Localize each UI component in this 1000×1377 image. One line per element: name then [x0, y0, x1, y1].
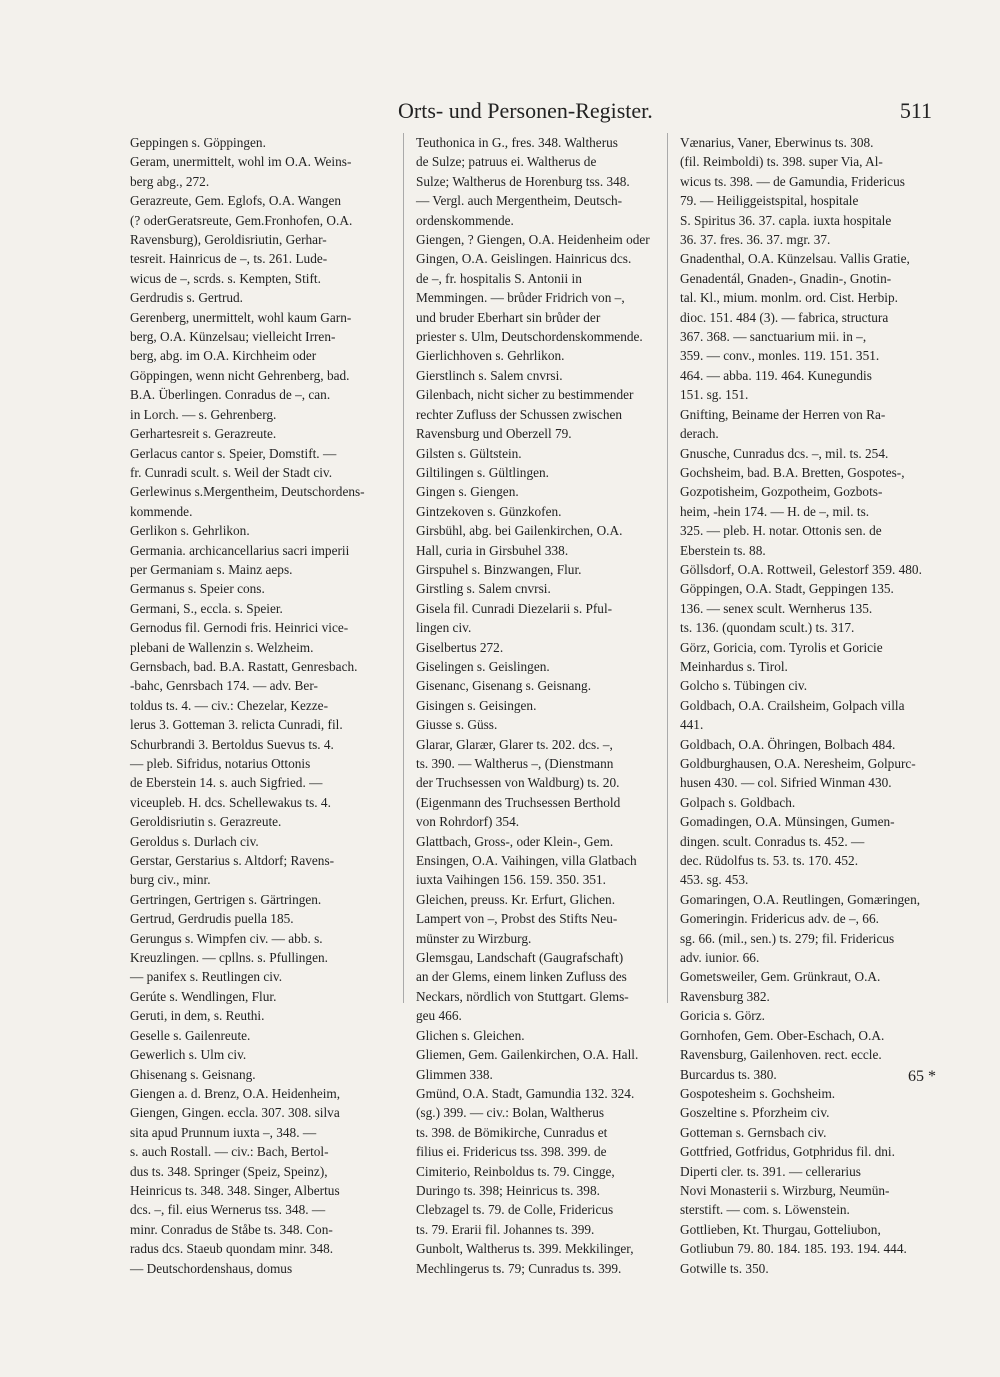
register-line: Goszeltine s. Pforzheim civ.	[680, 1105, 830, 1121]
register-line: Vænarius, Vaner, Eberwinus ts. 308.	[680, 135, 874, 150]
register-line: Gometsweiler, Gem. Grünkraut, O.A.	[680, 969, 881, 985]
register-line: Neckars, nördlich von Stuttgart. Glems-	[416, 988, 629, 1004]
register-line: Gierstlinch s. Salem cnvrsi.	[416, 367, 563, 383]
register-line: Ghisenang s. Geisnang.	[130, 1066, 256, 1082]
register-line: plebani de Wallenzin s. Welzheim.	[130, 639, 314, 655]
register-line: Girsbühl, abg. bei Gailenkirchen, O.A.	[416, 523, 623, 539]
register-line: Hall, curia in Girsbuhel 338.	[416, 542, 569, 558]
register-line: Cimiterio, Reinboldus ts. 79. Cingge,	[416, 1163, 615, 1179]
register-line: Germania. archicancellarius sacri imperii	[130, 542, 350, 558]
register-line: Glichen s. Gleichen.	[416, 1027, 525, 1043]
register-line: kommende.	[130, 503, 193, 519]
register-line: 453. sg. 453.	[680, 872, 749, 888]
register-line: Gerungus s. Wimpfen civ. — abb. s.	[130, 930, 323, 946]
register-line: husen 430. — col. Sifried Winman 430.	[680, 775, 892, 791]
register-line: Gingen s. Giengen.	[416, 484, 519, 500]
register-line: Gertringen, Gertrigen s. Gärtringen.	[130, 891, 322, 907]
register-line: Gisingen s. Geisingen.	[416, 697, 537, 713]
register-line: Lampert von –, Probst des Stifts Neu-	[416, 911, 618, 927]
register-column-right	[680, 133, 932, 1278]
register-line: Giusse s. Güss.	[416, 717, 498, 733]
register-line: Glattbach, Gross-, oder Klein-, Gem.	[416, 833, 614, 849]
register-line: münster zu Wirzburg.	[416, 930, 532, 946]
register-line: Genadentál, Gnaden-, Gnadin-, Gnotin-	[680, 270, 892, 286]
register-line: de Eberstein 14. s. auch Sigfried. —	[130, 775, 323, 791]
register-line: Gerhartesreit s. Gerazreute.	[130, 426, 277, 442]
register-line: Gerlikon s. Gehrlikon.	[130, 523, 250, 539]
register-line: Meinhardus s. Tirol.	[680, 658, 788, 674]
register-line: Golpach s. Goldbach.	[680, 794, 796, 810]
column-divider	[667, 133, 668, 1003]
register-line: Gnifting, Beiname der Herren von Ra-	[680, 406, 886, 422]
register-line: rechter Zufluss der Schussen zwischen	[416, 406, 623, 422]
register-line: Gerenberg, unermittelt, wohl kaum Garn-	[130, 309, 352, 325]
register-line: sg. 66. (mil., sen.) ts. 279; fil. Fridericus	[680, 930, 895, 946]
register-line: heim, -hein 174. — H. de –, mil. ts.	[680, 503, 870, 519]
register-line: Geruti, in dem, s. Reuthi.	[130, 1008, 265, 1024]
register-line: Gliemen, Gem. Gailenkirchen, O.A. Hall.	[416, 1047, 639, 1063]
register-line: toldus ts. 4. — civ.: Chezelar, Kezze-	[130, 697, 328, 713]
register-line: viceupleb. H. dcs. Schellewakus ts. 4.	[130, 794, 331, 810]
register-line: ts. 390. — Waltherus –, (Dienstmann	[416, 756, 614, 771]
register-line: burg civ., minr.	[130, 872, 211, 888]
register-line: Glarar, Glarær, Glarer ts. 202. dcs. –,	[416, 736, 613, 752]
register-line: S. Spiritus 36. 37. capla. iuxta hospitale	[680, 212, 892, 228]
register-line: 79. — Heiliggeistspital, hospitale	[680, 193, 859, 209]
register-line: 36. 37. fres. 36. 37. mgr. 37.	[680, 232, 831, 248]
register-line: radus dcs. Staeub quondam minr. 348.	[130, 1241, 334, 1257]
register-line: Gewerlich s. Ulm civ.	[130, 1047, 247, 1063]
register-line: B.A. Überlingen. Conradus de –, can.	[130, 387, 331, 403]
register-line: dcs. –, fil. eius Wernerus tss. 348. —	[130, 1202, 326, 1218]
register-line: wicus ts. 398. — de Gamundia, Fridericus	[680, 173, 905, 189]
register-line: priester s. Ulm, Deutschordenskommende.	[416, 329, 643, 345]
register-line: Mechlingerus ts. 79; Cunradus ts. 399.	[416, 1260, 622, 1276]
signature-mark: 65 *	[908, 1068, 936, 1085]
register-line: Kreuzlingen. — cpllns. s. Pfullingen.	[130, 950, 328, 966]
register-line: Gerdrudis s. Gertrud.	[130, 290, 243, 306]
register-line: lerus 3. Gotteman 3. relicta Cunradi, fil.	[130, 717, 343, 733]
register-line: Geroldisriutin s. Gerazreute.	[130, 814, 282, 830]
register-line: derach.	[680, 426, 719, 442]
register-column-left	[130, 133, 388, 1278]
register-line: Gleichen, preuss. Kr. Erfurt, Glichen.	[416, 891, 616, 907]
register-line: Gernodus fil. Gernodi fris. Heinrici vice-	[130, 620, 349, 636]
register-column-middle	[416, 133, 662, 1278]
register-line: ts. 136. (quondam scult.) ts. 317.	[680, 620, 855, 636]
register-line: Gerstar, Gerstarius s. Altdorf; Ravens-	[130, 853, 335, 869]
register-line: iuxta Vaihingen 156. 159. 350. 351.	[416, 872, 606, 888]
register-line: Giselingen s. Geislingen.	[416, 658, 550, 674]
register-line: Gmünd, O.A. Stadt, Gamundia 132. 324.	[416, 1085, 635, 1101]
register-line: Glimmen 338.	[416, 1066, 493, 1082]
register-line: 464. — abba. 119. 464. Kunegundis	[680, 367, 872, 383]
register-line: Ravensburg 382.	[680, 988, 770, 1004]
register-line: — Deutschordenshaus, domus	[130, 1260, 293, 1276]
register-line: Germanus s. Speier cons.	[130, 581, 265, 597]
register-line: Giengen, ? Giengen, O.A. Heidenheim oder	[416, 232, 650, 248]
register-line: (fil. Reimboldi) ts. 398. super Via, Al-	[680, 154, 883, 170]
register-line: 136. — senex scult. Wernherus 135.	[680, 600, 873, 616]
register-line: Gomeringin. Fridericus adv. de –, 66.	[680, 911, 879, 927]
register-line: 359. — conv., monles. 119. 151. 351.	[680, 348, 880, 364]
register-line: Giengen a. d. Brenz, O.A. Heidenheim,	[130, 1085, 341, 1101]
register-line: Gnadenthal, O.A. Künzelsau. Vallis Gratie,	[680, 251, 910, 267]
register-line: Teuthonica in G., fres. 348. Waltherus	[416, 135, 618, 150]
register-line: Gornhofen, Gem. Ober-Eschach, O.A.	[680, 1027, 885, 1043]
register-line: per Germaniam s. Mainz aeps.	[130, 561, 293, 577]
register-line: Gotwille ts. 350.	[680, 1260, 769, 1276]
register-line: Gerlewinus s.Mergentheim, Deutschordens-	[130, 484, 365, 500]
register-line: an der Glems, einem linken Zufluss des	[416, 969, 627, 985]
register-line: Gochsheim, bad. B.A. Bretten, Gospotes-,	[680, 464, 905, 480]
register-line: Glemsgau, Landschaft (Gaugrafschaft)	[416, 950, 624, 966]
register-line: Gozpotisheim, Gozpotheim, Gozbots-	[680, 484, 883, 500]
register-line: Gomadingen, O.A. Münsingen, Gumen-	[680, 814, 895, 830]
register-line: Gintzekoven s. Günzkofen.	[416, 503, 562, 519]
register-line: -bahc, Genrsbach 174. — adv. Ber-	[130, 678, 318, 694]
register-line: Heinricus ts. 348. 348. Singer, Albertus	[130, 1182, 340, 1198]
register-line: (Eigenmann des Truchsessen Berthold	[416, 794, 621, 810]
register-line: Gilenbach, nicht sicher zu bestimmender	[416, 387, 634, 403]
register-line: Gertrud, Gerdrudis puella 185.	[130, 911, 294, 927]
register-line: dingen. scult. Conradus ts. 452. —	[680, 833, 865, 849]
register-line: Giltilingen s. Gültlingen.	[416, 464, 549, 480]
register-line: Goldbach, O.A. Crailsheim, Golpach villa	[680, 697, 905, 713]
register-line: Gerúte s. Wendlingen, Flur.	[130, 988, 277, 1004]
register-line: Gilsten s. Gültstein.	[416, 445, 522, 461]
register-line: Goldburghausen, O.A. Neresheim, Golpurc-	[680, 756, 916, 771]
register-line: Golcho s. Tübingen civ.	[680, 678, 808, 694]
register-line: Giengen, Gingen. eccla. 307. 308. silva	[130, 1105, 340, 1121]
register-line: von Rohrdorf) 354.	[416, 814, 520, 830]
register-line: Gernsbach, bad. B.A. Rastatt, Genresbach.	[130, 658, 358, 674]
register-line: dus ts. 348. Springer (Speiz, Speinz),	[130, 1163, 328, 1179]
register-line: Göppingen, O.A. Stadt, Geppingen 135.	[680, 581, 894, 597]
register-line: de Sulze; patruus ei. Waltherus de	[416, 154, 597, 170]
register-line: ordenskommende.	[416, 212, 514, 228]
register-line: Duringo ts. 398; Heinricus ts. 398.	[416, 1182, 600, 1198]
register-line: Goricia s. Görz.	[680, 1008, 765, 1024]
column-divider	[403, 133, 404, 1003]
register-line: Girspuhel s. Binzwangen, Flur.	[416, 561, 582, 577]
register-line: Giselbertus 272.	[416, 639, 504, 655]
register-line: Gisela fil. Cunradi Diezelarii s. Pful-	[416, 600, 613, 616]
register-line: der Truchsessen von Waldburg) ts. 20.	[416, 775, 620, 791]
register-line: tal. Kl., mium. monlm. ord. Cist. Herbip.	[680, 290, 898, 306]
register-line: berg, abg. im O.A. Kirchheim oder	[130, 348, 317, 364]
register-line: Schurbrandi 3. Bertoldus Suevus ts. 4.	[130, 736, 334, 752]
register-line: Gotliubun 79. 80. 184. 185. 193. 194. 444.	[680, 1241, 907, 1257]
page-header-title: Orts- und Personen-Register.	[398, 98, 653, 123]
register-line: in Lorch. — s. Gehrenberg.	[130, 406, 277, 422]
register-line: adv. iunior. 66.	[680, 950, 760, 966]
register-line: Gunbolt, Waltherus ts. 399. Mekkilinger,	[416, 1241, 634, 1257]
register-line: Geppingen s. Göppingen.	[130, 135, 266, 150]
register-line: Gottlieben, Kt. Thurgau, Gotteliubon,	[680, 1221, 881, 1237]
register-line: Göppingen, wenn nicht Gehrenberg, bad.	[130, 367, 350, 383]
register-line: — Vergl. auch Mergentheim, Deutsch-	[416, 193, 623, 209]
register-line: Memmingen. — brůder Fridrich von –,	[416, 290, 625, 306]
register-line: Gnusche, Cunradus dcs. –, mil. ts. 254.	[680, 445, 889, 461]
register-line: (sg.) 399. — civ.: Bolan, Waltherus	[416, 1105, 605, 1121]
register-line: ts. 398. de Bömikirche, Cunradus et	[416, 1124, 608, 1140]
register-line: Gottfried, Gotfridus, Gotphridus fil. dni.	[680, 1144, 895, 1160]
register-line: Gerazreute, Gem. Eglofs, O.A. Wangen	[130, 193, 341, 209]
register-line: Girstling s. Salem cnvrsi.	[416, 581, 551, 597]
register-line: Gerlacus cantor s. Speier, Domstift. —	[130, 445, 337, 461]
register-line: Geroldus s. Durlach civ.	[130, 833, 259, 849]
register-line: Ravensburg), Geroldisriutin, Gerhar-	[130, 232, 327, 248]
register-line: geu 466.	[416, 1008, 462, 1024]
register-line: Sulze; Waltherus de Horenburg tss. 348.	[416, 173, 630, 189]
register-line: Clebzagel ts. 79. de Colle, Fridericus	[416, 1202, 614, 1218]
register-line: Gomaringen, O.A. Reutlingen, Gomæringen,	[680, 891, 921, 907]
register-line: Görz, Goricia, com. Tyrolis et Goricie	[680, 639, 883, 655]
register-line: sterstift. — com. s. Löwenstein.	[680, 1202, 850, 1218]
register-line: Germani, S., eccla. s. Speier.	[130, 600, 283, 616]
register-line: 325. — pleb. H. notar. Ottonis sen. de	[680, 523, 882, 539]
register-line: Gotteman s. Gernsbach civ.	[680, 1124, 827, 1140]
register-line: Ravensburg, Gailenhoven. rect. eccle.	[680, 1047, 882, 1063]
register-line: tesreit. Hainricus de –, ts. 261. Lude-	[130, 251, 328, 267]
register-line: Göllsdorf, O.A. Rottweil, Gelestorf 359. 480.	[680, 561, 922, 577]
register-line: Ensingen, O.A. Vaihingen, villa Glatbach	[416, 853, 637, 869]
register-line: wicus de –, scrds. s. Kempten, Stift.	[130, 270, 321, 286]
register-line: berg, O.A. Künzelsau; vielleicht Irren-	[130, 329, 336, 345]
register-line: Gospotesheim s. Gochsheim.	[680, 1085, 836, 1101]
register-line: Diperti cler. ts. 391. — cellerarius	[680, 1163, 861, 1179]
register-line: Ravensburg und Oberzell 79.	[416, 426, 572, 442]
register-line: — pleb. Sifridus, notarius Ottonis	[130, 756, 311, 771]
register-line: ts. 79. Erarii fil. Johannes ts. 399.	[416, 1221, 595, 1237]
register-line: (? oderGeratsreute, Gem.Fronhofen, O.A.	[130, 212, 353, 228]
register-line: lingen civ.	[416, 620, 472, 636]
register-line: 151. sg. 151.	[680, 387, 749, 403]
register-line: dec. Rüdolfus ts. 53. ts. 170. 452.	[680, 853, 859, 869]
page-number: 511	[899, 98, 932, 123]
register-line: Gisenanc, Gisenang s. Geisnang.	[416, 678, 592, 694]
register-line: minr. Conradus de Ståbe ts. 348. Con-	[130, 1221, 333, 1237]
register-line: Novi Monasterii s. Wirzburg, Neumün-	[680, 1182, 890, 1198]
register-line: 441.	[680, 717, 704, 733]
register-line: Geselle s. Gailenreute.	[130, 1027, 251, 1043]
register-line: fr. Cunradi scult. s. Weil der Stadt civ.	[130, 464, 333, 480]
register-line: Geram, unermittelt, wohl im O.A. Weins-	[130, 154, 352, 170]
register-line: s. auch Rostall. — civ.: Bach, Bertol-	[130, 1144, 329, 1160]
register-line: Goldbach, O.A. Öhringen, Bolbach 484.	[680, 736, 896, 752]
register-line: dioc. 151. 484 (3). — fabrica, structura	[680, 309, 889, 325]
register-line: und bruder Eberhart sin brůder der	[416, 309, 601, 325]
register-line: berg abg., 272.	[130, 173, 210, 189]
register-line: Gierlichhoven s. Gehrlikon.	[416, 348, 565, 364]
register-line: sita apud Prunnum iuxta –, 348. —	[130, 1124, 317, 1140]
register-line: 367. 368. — sanctuarium mii. in –,	[680, 329, 867, 345]
register-line: Burcardus ts. 380.	[680, 1066, 777, 1082]
register-line: filius ei. Fridericus tss. 398. 399. de	[416, 1144, 607, 1160]
register-line: Eberstein ts. 88.	[680, 542, 766, 558]
register-line: — panifex s. Reutlingen civ.	[130, 969, 283, 985]
register-line: Gingen, O.A. Geislingen. Hainricus dcs.	[416, 251, 632, 267]
register-line: de –, fr. hospitalis S. Antonii in	[416, 270, 582, 286]
